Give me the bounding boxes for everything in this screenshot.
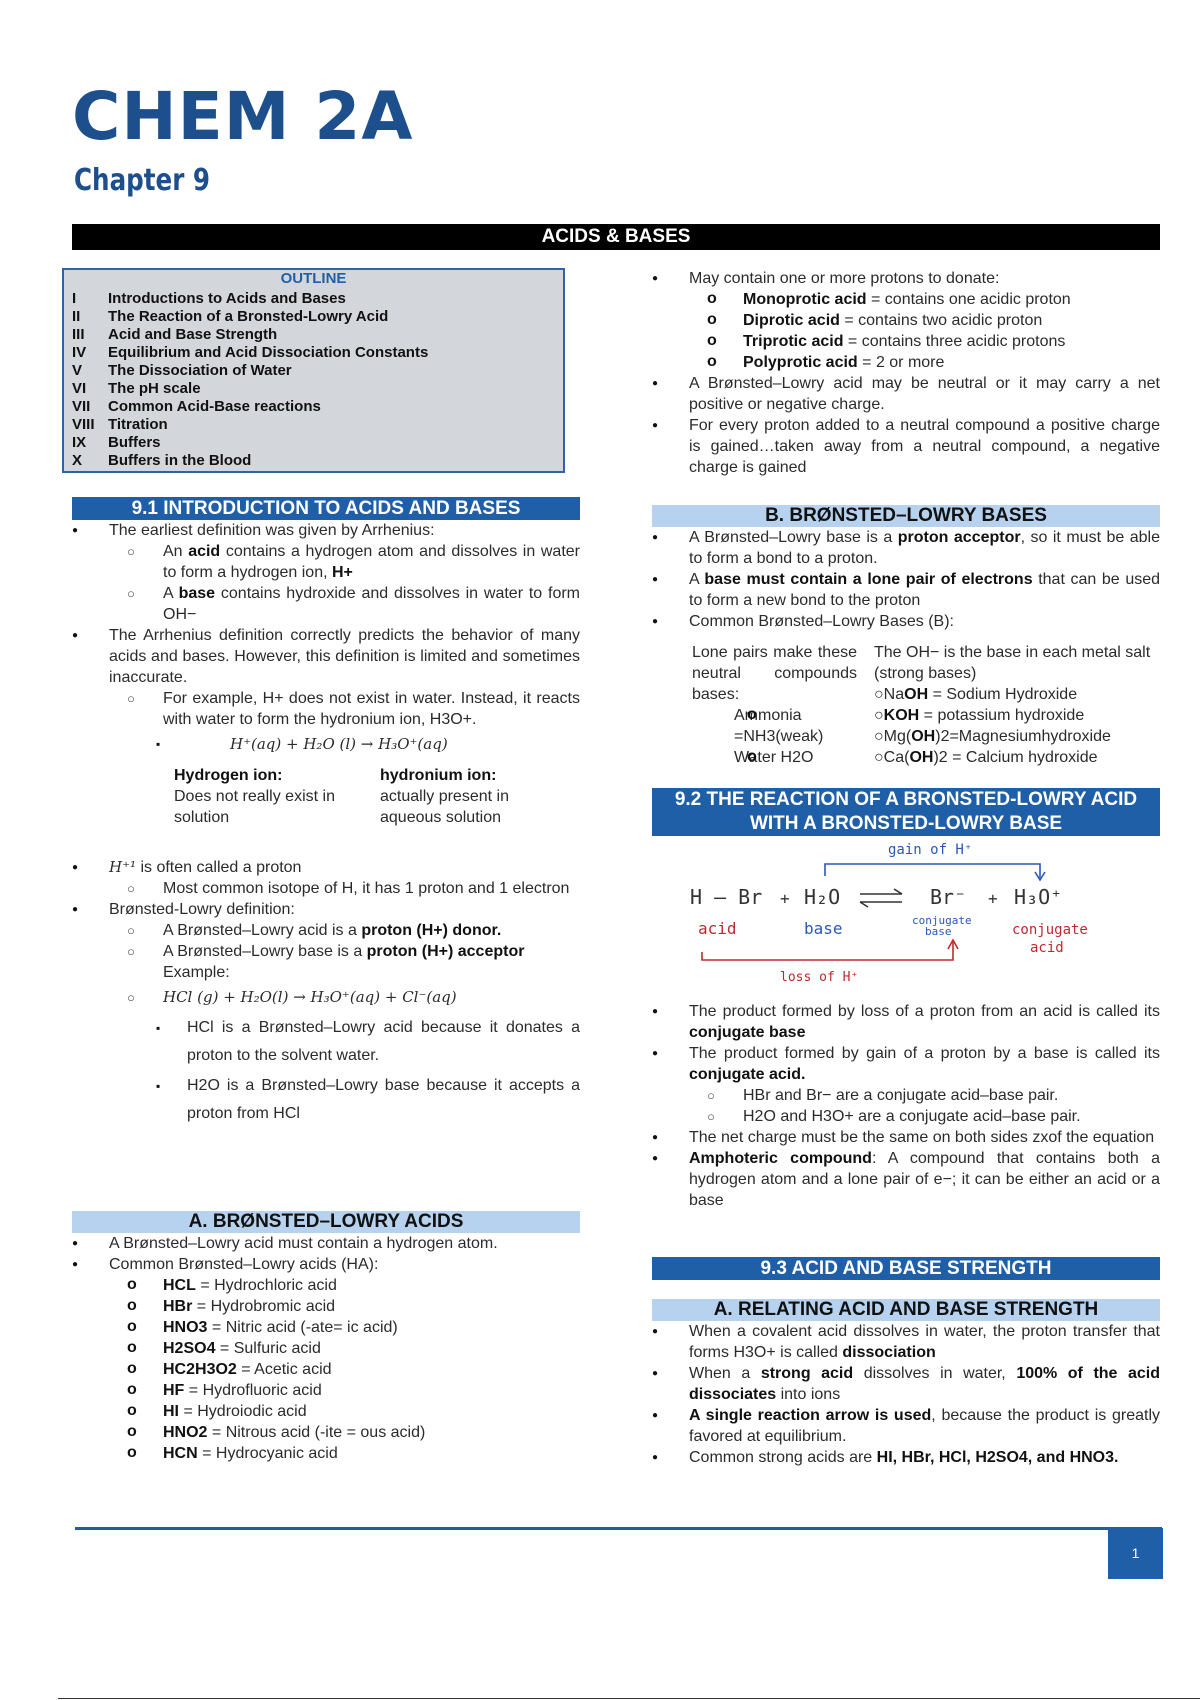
acid-item: o HC2H3O2 = Acetic acid xyxy=(72,1359,580,1380)
acid-item: o HNO2 = Nitrous acid (-ite = ous acid) xyxy=(72,1422,580,1443)
ion-comparison xyxy=(72,765,580,835)
outline-box xyxy=(62,268,565,473)
outline-title: OUTLINE xyxy=(280,270,347,287)
section-heading: 9.1 INTRODUCTION TO ACIDS AND BASES xyxy=(72,497,580,520)
section-banner: ACIDS & BASES xyxy=(72,224,1160,250)
list-item: ● Common strong acids are HI, HBr, HCl, H2SO4, and HNO3. xyxy=(652,1447,1160,1468)
conjugate-pair-sketch xyxy=(680,838,1120,988)
list-item: ● A single reaction arrow is used, because the product is greatly favored at equilibrium. xyxy=(652,1405,1160,1447)
list-item: ○ A Brønsted–Lowry base is a proton (H+) acceptor Example: xyxy=(72,941,580,983)
section-subheading: A. RELATING ACID AND BASE STRENGTH xyxy=(652,1299,1160,1321)
outline-item: III Acid and Base Strength xyxy=(72,326,278,343)
list-item: ● A base must contain a lone pair of electrons that can be used to form a new bond to the proton xyxy=(652,569,1160,611)
h2o-label: H₂O xyxy=(804,885,841,909)
section-bl-bases xyxy=(652,505,1160,772)
section-heading-9-2: 9.2 THE REACTION OF A BRONSTED-LOWRY ACID WITH A BRONSTED-LOWRY BASE xyxy=(652,788,1160,836)
list-item: ● Amphoteric compound: A compound that contains both a hydrogen atom and a lone pair of e−; it can be either an acid or a base xyxy=(652,1148,1160,1211)
list-item: ○ A Brønsted–Lowry acid is a proton (H+) donor. xyxy=(72,920,580,941)
loss-arrow xyxy=(702,942,953,960)
acid-item: o HCL = Hydrochloric acid xyxy=(72,1275,580,1296)
outline-item: VIII Titration xyxy=(72,416,168,433)
gain-label: gain of H⁺ xyxy=(888,842,973,858)
conjugate-base-label: conjugate xyxy=(912,914,972,927)
loss-label: loss of H⁺ xyxy=(780,970,859,985)
acid-item: o HNO3 = Nitric acid (-ate= ic acid) xyxy=(72,1317,580,1338)
section-heading: A. BRØNSTED–LOWRY ACIDS xyxy=(72,1211,580,1233)
list-item: ● A Brønsted–Lowry acid may be neutral or it may carry a net positive or negative charge. xyxy=(652,373,1160,415)
section-9-1 xyxy=(72,497,580,1128)
list-item: ● Common Brønsted–Lowry Bases (B): xyxy=(652,611,1160,632)
section-9-3 xyxy=(652,1257,1160,1468)
list-item: ○ An acid contains a hydrogen atom and dissolves in water to form a hydrogen ion, H+ xyxy=(72,541,580,583)
metal-hydroxide-bases: The OH− is the base in each metal salt (strong bases) ○NaOH = Sodium Hydroxide ○KOH = potassium hydroxide ○Mg(OH)2=Magnesiumhydroxide ○Ca(OH)2 = Calcium hydroxide xyxy=(874,642,1164,768)
list-item: ● Brønsted-Lowry definition: xyxy=(72,899,580,920)
plus-sign: + xyxy=(780,889,790,908)
outline-item: X Buffers in the Blood xyxy=(72,452,252,469)
outline-item: II The Reaction of a Bronsted-Lowry Acid xyxy=(72,308,389,325)
acid-protons-block xyxy=(652,268,1160,478)
list-item: ● The product formed by gain of a proton by a base is called its conjugate acid. xyxy=(652,1043,1160,1085)
list-item: ● For every proton added to a neutral compound a positive charge is gained…taken away from a neutral compound, a negative charge is gained xyxy=(652,415,1160,478)
hbr-label: H — Br xyxy=(690,885,763,909)
list-item: o Water H2O xyxy=(692,747,857,768)
neutral-bases: Lone pairs make these neutral compounds bases: o Ammonia =NH3(weak) o Water H2O xyxy=(692,642,857,768)
list-item: ▪ H2O is a Brønsted–Lowry base because it accepts a proton from HCl xyxy=(72,1072,580,1128)
h3o-label: H₃O⁺ xyxy=(1014,885,1063,909)
section-bl-acids xyxy=(72,1211,580,1464)
gain-arrow xyxy=(825,864,1040,878)
list-item: o Diprotic acid = contains two acidic proton xyxy=(652,310,1160,331)
list-item: ● A Brønsted–Lowry acid must contain a hydrogen atom. xyxy=(72,1233,580,1254)
plus-sign: + xyxy=(988,889,998,908)
list-item: ● The net charge must be the same on both sides zxof the equation xyxy=(652,1127,1160,1148)
section-heading: 9.3 ACID AND BASE STRENGTH xyxy=(652,1257,1160,1280)
list-item: o Ammonia =NH3(weak) xyxy=(692,705,857,747)
list-item: ○NaOH = Sodium Hydroxide xyxy=(874,686,1078,703)
hydronium-ion-note: hydronium ion: actually present in aqueous solution xyxy=(380,767,509,826)
page-edge-rule xyxy=(58,1698,1200,1699)
acid-label: acid xyxy=(698,919,737,938)
footer-rule xyxy=(75,1527,1162,1530)
list-item: ● When a covalent acid dissolves in water, the proton transfer that forms H3O+ is called dissociation xyxy=(652,1321,1160,1363)
list-item: ● When a strong acid dissolves in water, 100% of the acid dissociates into ions xyxy=(652,1363,1160,1405)
list-item: ● May contain one or more protons to donate: xyxy=(652,268,1160,289)
conjugate-base-label: base xyxy=(925,925,952,938)
base-label: base xyxy=(804,919,843,938)
list-item: o Polyprotic acid = 2 or more xyxy=(652,352,1160,373)
list-item: ○Mg(OH)2=Magnesiumhydroxide xyxy=(874,728,1111,745)
outline-item: VII Common Acid-Base reactions xyxy=(72,398,321,415)
list-item: o Monoprotic acid = contains one acidic proton xyxy=(652,289,1160,310)
list-item: ● H⁺¹ is often called a proton xyxy=(72,857,580,878)
list-item: ○ A base contains hydroxide and dissolves in water to form OH− xyxy=(72,583,580,625)
br-label: Br⁻ xyxy=(930,885,967,909)
section-heading: B. BRØNSTED–LOWRY BASES xyxy=(652,505,1160,527)
course-title: CHEM 2A xyxy=(72,78,414,155)
outline-item: VI The pH scale xyxy=(72,380,201,397)
list-item: ○ H2O and H3O+ are a conjugate acid–base pair. xyxy=(652,1106,1160,1127)
outline-item: V The Dissociation of Water xyxy=(72,362,292,379)
conjugate-acid-label: conjugate xyxy=(1012,922,1088,938)
equation: ○ HCl (g) + H₂O(l) → H₃O⁺(aq) + Cl⁻(aq) xyxy=(72,987,580,1008)
chapter-title: Chapter 9 xyxy=(74,163,211,198)
acid-item: o H2SO4 = Sulfuric acid xyxy=(72,1338,580,1359)
list-item: ● Common Brønsted–Lowry acids (HA): xyxy=(72,1254,580,1275)
list-item: ○Ca(OH)2 = Calcium hydroxide xyxy=(874,749,1098,766)
list-item: ● The product formed by loss of a proton from an acid is called its conjugate base xyxy=(652,1001,1160,1043)
conjugate-acid-label: acid xyxy=(1030,940,1064,956)
list-item: ○ Most common isotope of H, it has 1 proton and 1 electron xyxy=(72,878,580,899)
list-item: ○ HBr and Br− are a conjugate acid–base pair. xyxy=(652,1085,1160,1106)
equation: ▪ H⁺(aq) + H₂O (l) → H₃O⁺(aq) xyxy=(72,734,580,755)
acid-item: o HI = Hydroiodic acid xyxy=(72,1401,580,1422)
section-9-2-text xyxy=(652,1001,1160,1211)
list-item: ○KOH = potassium hydroxide xyxy=(874,707,1085,724)
acid-item: o HCN = Hydrocyanic acid xyxy=(72,1443,580,1464)
list-item: o Triprotic acid = contains three acidic protons xyxy=(652,331,1160,352)
hydrogen-ion-note: Hydrogen ion: Does not really exist in solution xyxy=(174,767,335,826)
list-item: ● A Brønsted–Lowry base is a proton acceptor, so it must be able to form a bond to a proton. xyxy=(652,527,1160,569)
page-number: 1 xyxy=(1108,1528,1163,1579)
equilibrium-arrows xyxy=(860,889,902,907)
list-item: ▪ HCl is a Brønsted–Lowry acid because it donates a proton to the solvent water. xyxy=(72,1014,580,1070)
acid-item: o HF = Hydrofluoric acid xyxy=(72,1380,580,1401)
bases-table xyxy=(652,642,1160,772)
outline-item: IV Equilibrium and Acid Dissociation Constants xyxy=(72,344,429,361)
acid-item: o HBr = Hydrobromic acid xyxy=(72,1296,580,1317)
outline-item: IX Buffers xyxy=(72,434,161,451)
list-item: ● The earliest definition was given by Arrhenius: xyxy=(72,520,580,541)
outline-item: I Introductions to Acids and Bases xyxy=(72,290,346,307)
list-item: ○ For example, H+ does not exist in water. Instead, it reacts with water to form the hydronium ion, H3O+. xyxy=(72,688,580,730)
list-item: ● The Arrhenius definition correctly predicts the behavior of many acids and bases. However, this definition is limited and sometimes inaccurate. xyxy=(72,625,580,688)
